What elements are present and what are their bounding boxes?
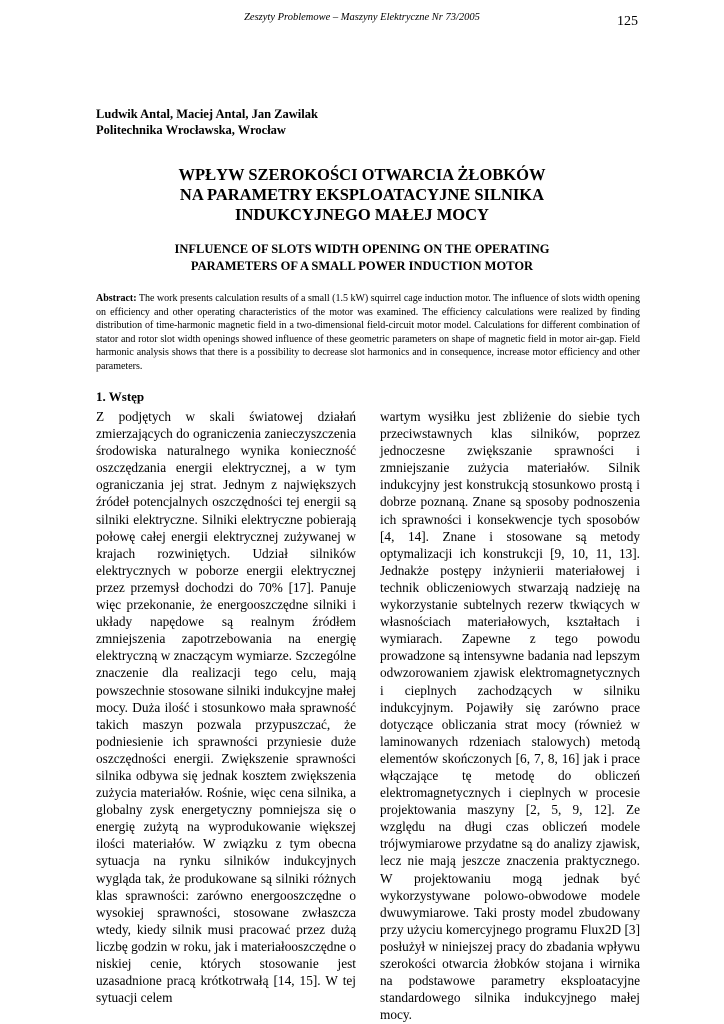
abstract-label: Abstract: xyxy=(96,293,137,304)
body-right-column: wartym wysiłku jest zbliżenie do siebie tych przeciwstawnych klas silników, poprzez jednoczesne zwiększanie sprawności i zmniejszanie zużycia materiałów. Silnik indukcyjny jest konstrukcją stosunkowo prostą i dobrze poznaną. Znane są sposoby podnoszenia ich sprawności i konsekwencje tych sposobów [4, 14]. Znane i stosowane są metody optymalizacji ich konstrukcji [9, 10, 11, 13]. Jednakże postępy inżynierii materiałowej i technik obliczeniowych stwarzają nadzieję na wykorzystanie subtelnych rezerw tkwiących w własnościach materiałowych, kształtach i wymiarach. Zapewne z tego powodu prowadzone są intensywne badania nad lepszym odwzorowaniem zjawisk elektromagnetycznych i cieplnych zachodzących w silniku indukcyjnym. Pojawiły się zarówno prace dotyczące obliczania strat mocy (również w laminowanych rdzeniach stalowych) metodą elementów skończonych [6, 7, 8, 16] jak i prace włączające tę metodę do obliczeń elektromagnetycznych i cieplnych w procesie projektowania maszyny [2, 5, 9, 12]. Ze względu na długi czas obliczeń modele trójwymiarowe przydatne są do analizy zjawisk, lecz nie mają jeszcze znaczenia praktycznego. W projektowaniu mogą jednak być wykorzystywane polowo-obwodowe modele dwuwymiarowe. Taki prosty model zbudowany przy użyciu komercyjnego programu Flux2D [3] posłużył w niniejszej pracy do zbadania wpływu szerokości otwarcia żłobków stojana i wirnika na podstawowe parametry eksploatacyjne standardowego silnika indukcyjnego małej mocy. xyxy=(380,409,640,1023)
title-english-line: INFLUENCE OF SLOTS WIDTH OPENING ON THE OPERATING xyxy=(174,242,550,256)
abstract xyxy=(96,292,640,374)
author-affiliation: Politechnika Wrocławska, Wrocław xyxy=(96,123,286,137)
abstract-text: The work presents calculation results of a small (1.5 kW) squirrel cage induction motor. The influence of slots width opening on efficiency and other operating characteristics of the motor was examined. The efficiency calculations were realized by finding distribution of time-harmonic magnetic field in a two-dimensional field-circuit motor model. Calculations for different combination of stator and rotor slot width openings showed influence of these geometric parameters on shape of magnetic field in motor air-gap. Field harmonic analysis shows that there is a possibility to decrease slot harmonics and in consequence, increase motor efficiency and other parameters. xyxy=(96,293,640,372)
journal-header: Zeszyty Problemowe – Maszyny Elektryczne Nr 73/2005 xyxy=(244,12,480,23)
title-polish-line: NA PARAMETRY EKSPLOATACYJNE SILNIKA xyxy=(179,185,545,204)
title-polish xyxy=(90,165,634,225)
title-polish-line: WPŁYW SZEROKOŚCI OTWARCIA ŻŁOBKÓW xyxy=(178,165,546,184)
author-names: Ludwik Antal, Maciej Antal, Jan Zawilak xyxy=(96,107,318,121)
author-block xyxy=(96,106,318,138)
page-number: 125 xyxy=(617,14,638,29)
body-left-column: Z podjętych w skali światowej działań zmierzających do ograniczenia zanieczyszczenia środowiska naturalnego wynika konieczność oszczędzania energii elektrycznej, a w tym ograniczania jej strat. Jednym z największych źródeł potencjalnych oszczędności tej energii są silniki elektryczne. Silniki elektryczne pobierają połowę całej energii elektrycznej zużywanej w krajach rozwiniętych. Udział silników elektrycznych w poborze energii elektrycznej przez przemysł dochodzi do 70% [17]. Panuje więc przekonanie, że energooszczędne silniki i układy napędowe są realnym źródłem zmniejszenia zapotrzebowania na energię elektryczną w znaczącym wymiarze. Szczególne znaczenie dla realizacji tego celu, mają powszechnie stosowane silniki indukcyjne małej mocy. Duża ilość i stosunkowo mała sprawność takich maszyn pozwala przypuszczać, że podniesienie ich sprawności przyniesie duże oszczędności energii. Zwiększenie sprawności silnika odbywa się jednak kosztem zwiększenia zużycia materiałów. Rośnie, więc cena silnika, a globalny zysk energetyczny pomniejsza się o energię zużytą na wyprodukowanie większej ilości materiałów. W związku z tym obecna sytuacja na rynku silników indukcyjnych wygląda tak, że produkowane są silniki różnych klas sprawności: zarówno energooszczędne o wysokiej sprawności, stosowane zwłaszcza wtedy, kiedy silnik musi pracować przez dużą liczbę godzin w roku, jak i materiałooszczędne o niskiej cenie, których stosowanie jest uzasadnione pracą krótkotrwałą [14, 15]. W tej sytuacji celem xyxy=(96,409,356,1006)
title-polish-line: INDUKCYJNEGO MAŁEJ MOCY xyxy=(235,205,489,224)
title-english xyxy=(90,241,634,275)
section-heading: 1. Wstęp xyxy=(96,389,145,404)
title-english-line: PARAMETERS OF A SMALL POWER INDUCTION MOTOR xyxy=(190,259,534,273)
